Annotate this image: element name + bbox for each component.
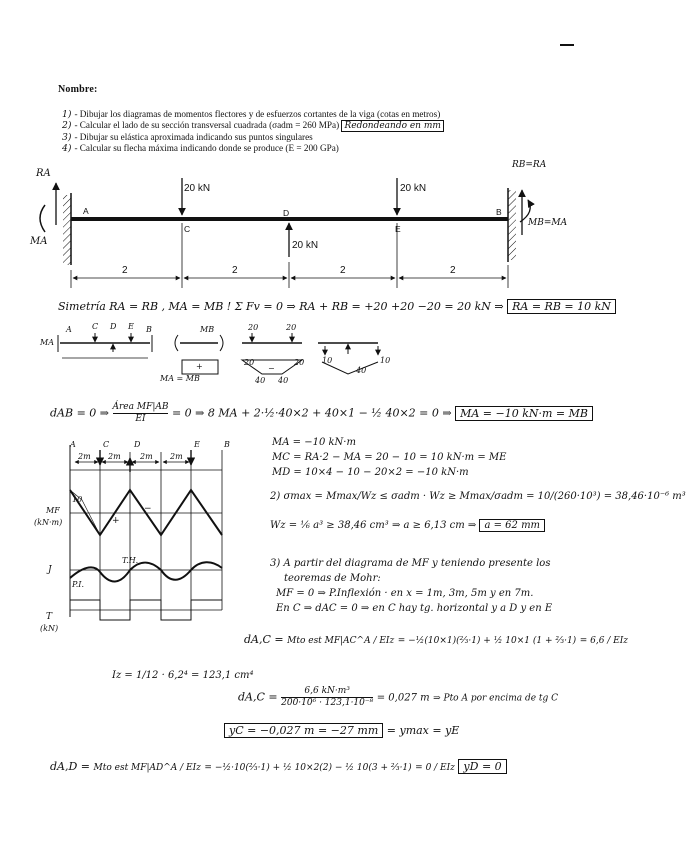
moment-a: MA = −10 kN·m xyxy=(272,437,356,448)
part3-line3: MF = 0 ⇒ P.Inflexión · en x = 1m, 3m, 5m y en 7m. xyxy=(276,588,534,599)
beam xyxy=(71,217,508,221)
point-e-label: E xyxy=(395,224,401,234)
span-1: 2 xyxy=(122,265,128,276)
right-wall xyxy=(508,190,516,260)
elastic-axis: J xyxy=(48,565,52,575)
point-c-label: C xyxy=(184,224,191,234)
ma-result: MA = −10 kN·m = MB xyxy=(455,406,593,421)
load-e-label: 20 kN xyxy=(400,183,427,194)
part2-modulus: Wz = ⅙ a³ ≥ 38,46 cm³ ⇒ a ≥ 6,13 cm ⇒ a = 62 mm xyxy=(270,520,545,531)
moment-right-label: MB=MA xyxy=(528,218,568,228)
beam-figure xyxy=(40,178,530,288)
reaction-result: RA = RB = 10 kN xyxy=(507,299,616,314)
side-result: a = 62 mm xyxy=(479,519,545,532)
span-4: 2 xyxy=(450,265,456,276)
part3-line1: 3) A partir del diagrama de MF y teniendo presente los xyxy=(270,558,551,569)
dad-equation: dA,D = Mto est MF|AD^A / EIz = −½·10(⅔·1) + ½ 10×2(2) − ½ 10(3 + ⅔·1) = 0 / EIz yD = 0 xyxy=(50,760,507,773)
t-axis-label: T xyxy=(46,612,53,622)
reaction-left-label: RA xyxy=(36,168,51,179)
moment-c: MC = RA·2 − MA = 20 − 10 = 10 kN·m = ME xyxy=(272,452,507,463)
question-2: 2) - Calcular el lado de su sección transversal cuadrada (σadm = 260 MPa) Redondeando en mm xyxy=(62,120,444,132)
point-b-label: B xyxy=(496,207,502,217)
question-1: 1) - Dibujar los diagramas de momentos flectores y de esfuerzos cortantes de la viga (cotas en metros) xyxy=(62,109,441,120)
load-d-label: 20 kN xyxy=(292,240,319,251)
symmetry-line: Simetría RA = RB , MA = MB ! Σ Fv = 0 ⇒ RA + RB = +20 +20 −20 = 20 kN ⇒ RA = RB = 10 kN xyxy=(58,300,616,313)
moment-left-label: MA xyxy=(30,236,48,247)
yc-result: yC = −0,027 m = −27 mm = ymax = yE xyxy=(224,724,459,737)
reaction-right-label: RB=RA xyxy=(512,160,547,170)
span-2: 2 xyxy=(232,265,238,276)
part3-line4: En C ⇒ dAC = 0 ⇒ en C hay tg. horizontal y a D y en E xyxy=(276,603,553,614)
superposition-sketches xyxy=(58,333,378,374)
moment-d: MD = 10×4 − 10 − 20×2 = −10 kN·m xyxy=(272,467,469,478)
mf-diagram xyxy=(70,445,222,620)
yd-result: yD = 0 xyxy=(458,759,506,774)
dac-equation: dA,C = Mto est MF|AC^A / EIz = −½(10×1)(⅔·1) + ½ 10×1 (1 + ⅔·1) = 6,6 / EIz xyxy=(244,633,629,646)
load-c-label: 20 kN xyxy=(184,183,211,194)
moment-left-arrow xyxy=(40,205,45,232)
iz-value: Iz = 1/12 · 6,2⁴ = 123,1 cm⁴ xyxy=(112,670,254,681)
mf-unit: (kN·m) xyxy=(34,518,63,527)
span-3: 2 xyxy=(340,265,346,276)
dab-equation: dAB = 0 ⇒ Área MF|AB EI = 0 ⇒ 8 MA + 2·½·40×2 + 40×1 − ½ 40×2 = 0 ⇒ MA = −10 kN·m = MB xyxy=(50,402,593,425)
point-d-label: D xyxy=(283,208,290,218)
mf-axis-label: MF xyxy=(46,506,60,515)
t-unit: (kN) xyxy=(40,624,59,633)
dac-numeric: dA,C = $\frac{\text{6,6 kN·m³}}{\text{200·10⁶ · 123,1·10⁻⁸}}$ = 0,027 m ⇒ Pto A por encima de tg C xyxy=(238,686,559,708)
question-4: 4) - Calcular su flecha máxima indicando donde se produce (E = 200 GPa) xyxy=(62,143,339,154)
left-wall xyxy=(63,195,71,265)
point-a-label: A xyxy=(83,206,89,216)
question-3: 3) - Dibujar su elástica aproximada indicando sus puntos singulares xyxy=(62,132,313,143)
part2-stress: 2) σmax = Mmax/Wz ≤ σadm · Wz ≥ Mmax/σadm = 10/(260·10³) = 38,46·10⁻⁶ m³ xyxy=(270,491,686,502)
name-label: Nombre: xyxy=(58,84,98,95)
part3-line2: teoremas de Mohr: xyxy=(284,573,381,584)
